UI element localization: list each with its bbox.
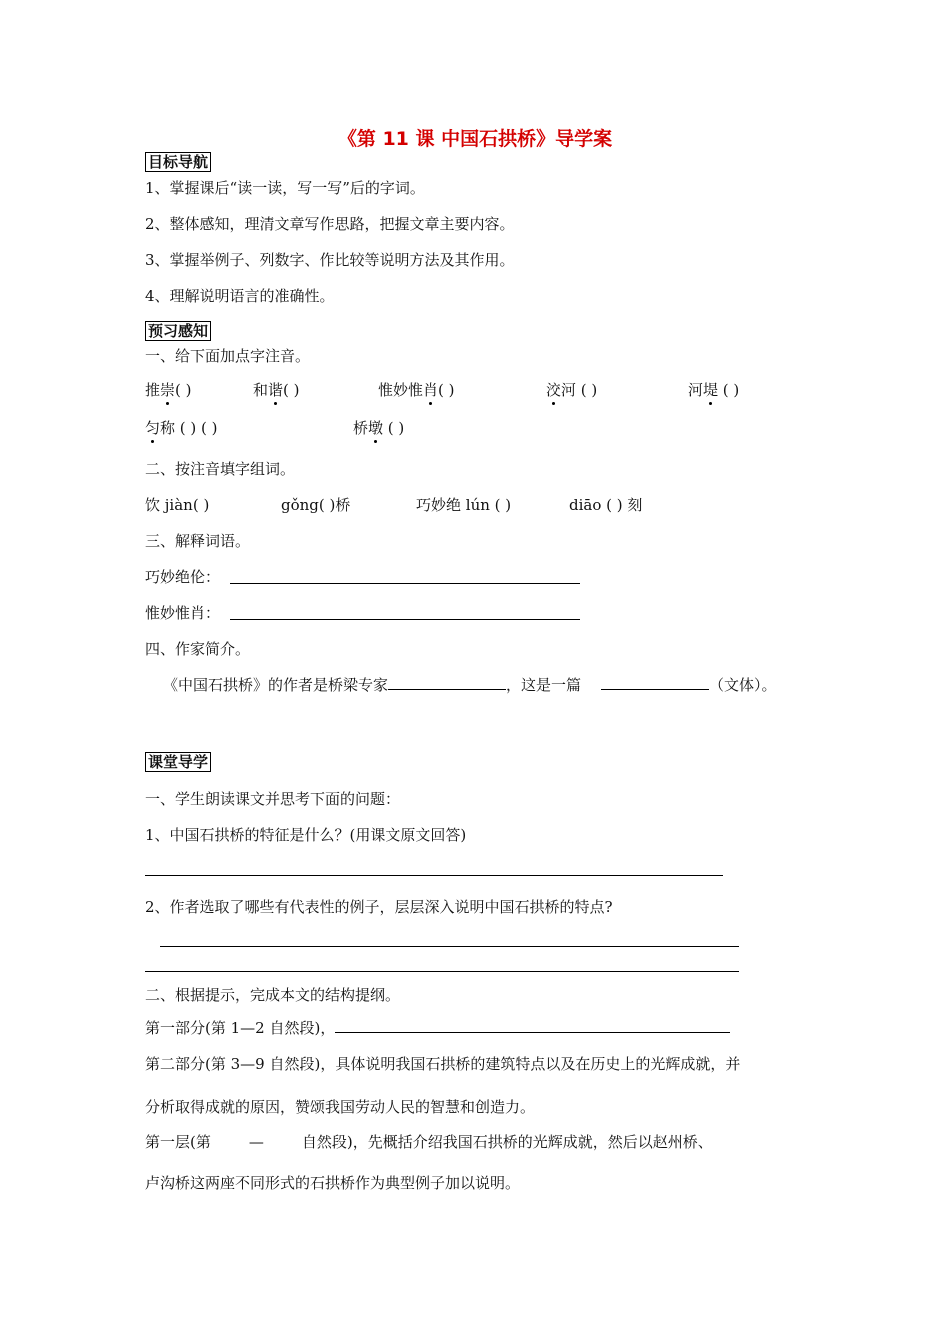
classroom-question-2: 二、根据提示，完成本文的结构提纲。 [145, 986, 401, 1004]
classroom-question-1: 一、学生朗读课文并思考下面的问题： [145, 790, 401, 808]
fill-item: 饮 jiàn( ) [145, 496, 210, 514]
answer-line [230, 583, 580, 584]
goal-item-1: 1、掌握课后“读一读，写一写”后的字词。 [145, 179, 425, 197]
answer-line [145, 875, 723, 876]
pinyin-item: 惟妙惟肖( ) [378, 381, 455, 399]
outline-layer-1-cont: 卢沟桥这两座不同形式的石拱桥作为典型例子加以说明。 [145, 1174, 521, 1192]
pinyin-item: 匀称 ( ) ( ) [145, 419, 218, 437]
pinyin-item: 和谐( ) [253, 381, 300, 399]
outline-part-1: 第一部分(第 1—2 自然段)， [145, 1018, 730, 1038]
goal-item-2: 2、整体感知，理清文章写作思路，把握文章主要内容。 [145, 215, 515, 233]
answer-line [160, 946, 739, 947]
preview-question-1: 一、给下面加点字注音。 [145, 347, 311, 365]
classroom-sub-2: 2、作者选取了哪些有代表性的例子，层层深入说明中国石拱桥的特点? [145, 898, 613, 916]
term-label: 惟妙惟肖： [145, 604, 221, 622]
preview-question-4: 四、作家简介。 [145, 640, 251, 658]
pinyin-item: 河堤 ( ) [688, 381, 740, 399]
outline-part-2: 第二部分(第 3—9 自然段)，具体说明我国石拱桥的建筑特点以及在历史上的光辉成就，并 [145, 1055, 741, 1073]
pinyin-item: 桥墩 ( ) [353, 419, 405, 437]
goal-item-4: 4、理解说明语言的准确性。 [145, 287, 335, 305]
section-heading-classroom: 课堂导学 [145, 752, 211, 772]
goal-item-3: 3、掌握举例子、列数字、作比较等说明方法及其作用。 [145, 251, 515, 269]
section-heading-preview: 预习感知 [145, 321, 211, 341]
fill-item: gǒng( )桥 [281, 496, 351, 514]
outline-layer-1: 第一层(第 — 自然段)，先概括介绍我国石拱桥的光辉成就，然后以赵州桥、 [145, 1133, 713, 1151]
answer-line [230, 619, 580, 620]
answer-line [145, 971, 739, 972]
pinyin-item: 推崇( ) [145, 381, 192, 399]
preview-question-3: 三、解释词语。 [145, 532, 251, 550]
page-title: 《第 11 课 中国石拱桥》导学案 [337, 128, 613, 150]
preview-question-2: 二、按注音填字组词。 [145, 460, 296, 478]
pinyin-item: 洨河 ( ) [546, 381, 598, 399]
term-label: 巧妙绝伦： [145, 568, 221, 586]
classroom-sub-1: 1、中国石拱桥的特征是什么？(用课文原文回答) [145, 826, 467, 844]
fill-item: diāo ( ) 刻 [569, 496, 643, 514]
outline-part-2-cont: 分析取得成就的原因，赞颂我国劳动人民的智慧和创造力。 [145, 1098, 536, 1116]
author-sentence: 《中国石拱桥》的作者是桥梁专家 ，这是一篇 （文体）。 [163, 676, 777, 694]
section-heading-goals: 目标导航 [145, 152, 211, 172]
fill-item: 巧妙绝 lún ( ) [416, 496, 512, 514]
